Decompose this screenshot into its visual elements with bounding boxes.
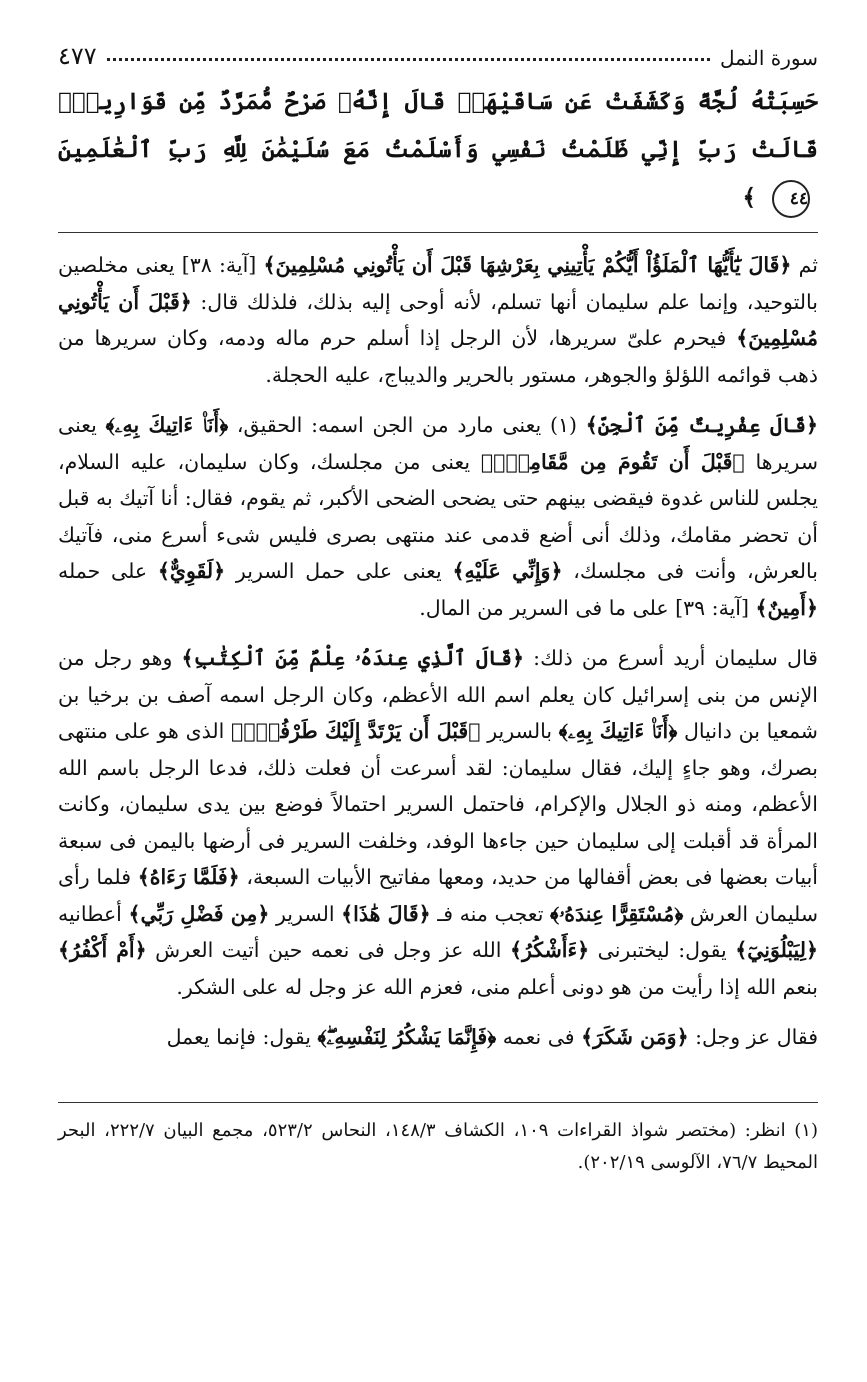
commentary-text: [آية: ٣٨] يعنى مخلصين بالتوحيد، وإنما علم سليمان أنها تسلم، لأنه أوحى إليه بذلك، فلذلك قال: (58, 253, 818, 314)
commentary-text: فيحرم علىّ سريرها، لأن الرجل إذا أسلم حرم ماله ودمه، وكان سريرها من ذهب قوائمه اللؤلؤ والجوهر، مستور بالحرير والديباج، عليه الحجلة. (58, 326, 818, 387)
commentary-text: السرير (269, 901, 342, 926)
quran-verse-block (58, 78, 818, 222)
quran-quote: ﴿أَنَا۠ ءَاتِيكَ بِهِۦ﴾ (558, 719, 678, 743)
quran-quote: ﴿فَلَمَّا رَءَاهُ﴾ (137, 865, 240, 889)
quran-quote: ﴿قَالَ عِفْرِيتٌ مِّنَ ٱلْجِنِّ﴾ (585, 413, 819, 437)
verse-closing-bracket: ﴾ (742, 184, 756, 211)
commentary-body (58, 247, 818, 1056)
quran-quote: ﴿أَمْ أَكْفُرُ﴾ (58, 938, 147, 962)
verse-divider (58, 232, 818, 233)
page (58, 30, 818, 1179)
footnote: (١) انظر: (مختصر شواذ القراءات ١٠٩، الكشاف ١٤٨/٣، النحاس ٥٢٣/٢، مجمع البيان ٢٢٢/٧، البحر المحيط ٧٦/٧، الآلوسى ٢٠٢/١٩). (58, 1119, 818, 1173)
quran-quote: ﴿أَنَا۠ ءَاتِيكَ بِهِۦ﴾ (105, 413, 229, 437)
quran-quote: ﴿فَإِنَّمَا يَشْكُرُ لِنَفْسِهِۦۖ﴾ (317, 1025, 497, 1049)
quran-quote: ﴿وَمَن شَكَرَ﴾ (581, 1025, 689, 1049)
quran-quote: ﴿مِن فَضْلِ رَبِّي﴾ (128, 901, 270, 926)
commentary-text: فقال عز وجل: (688, 1025, 818, 1049)
commentary-text: يعنى من مجلسك، وكان سليمان، عليه السلام، يجلس للناس غدوة فيقضى بينهم حتى يضحى الضحى الأكبر، ثم يقوم، فقال: أنا آتيك به قبل أن تحضر مقامك، وذلك أنى أضع قدمى عند منتهى بصرى فليس شىء أسرع منى، فآتيك بالعرش، وأنت فى مجلسك، (58, 449, 818, 583)
commentary-text: يعنى سريرها (58, 413, 819, 474)
commentary-text: فى نعمه (496, 1025, 582, 1049)
commentary-text: بالسرير (480, 719, 559, 743)
commentary-text: أعطانيه (58, 901, 129, 926)
surah-title: سورة النمل (720, 46, 818, 70)
commentary-paragraph (58, 407, 818, 626)
commentary-text: [آية: ٣٩] على ما فى السرير من المال. (419, 595, 756, 620)
ayah-number-ornament: ٤٤ (772, 180, 810, 218)
quran-quote: ﴿قَبْلَ أَن يَرْتَدَّ إِلَيْكَ طَرْفُكَۚ﴾ (231, 719, 481, 743)
quran-quote: ﴿وَإِنِّي عَلَيْهِ﴾ (452, 559, 563, 583)
quran-quote: ﴿قَالَ ٱلَّذِي عِندَهُۥ عِلْمٌ مِّنَ ٱلْكِتَٰبِ﴾ (181, 646, 524, 670)
quran-quote: ﴿أَمِينٌ﴾ (755, 595, 818, 620)
running-header (58, 30, 818, 70)
commentary-text: تعجب منه فـ (430, 901, 551, 926)
quran-quote: ﴿قَبْلَ أَن يَأْتُونِي مُسْلِمِينَ﴾ (58, 289, 818, 350)
quran-quote: ﴿قَبْلَ أَن تَقُومَ مِن مَّقَامِكَۖ﴾ (480, 449, 745, 474)
quran-quote: ﴿قَالَ هَٰذَا﴾ (341, 901, 431, 926)
commentary-text: (١) يعنى مارد من الجن اسمه: الحقيق، (228, 413, 586, 437)
footnote-divider (58, 1102, 818, 1103)
commentary-text: فلما رأى سليمان العرش (58, 865, 818, 926)
commentary-text: بنعم الله إذا رأيت من هو دونى أعلم منى، فعزم الله عز وجل له على الشكر. (176, 974, 818, 999)
commentary-text: الله عز وجل فى نعمه حين أتيت العرش (146, 938, 510, 962)
quran-quote: ﴿ءَأَشْكُرُ﴾ (509, 938, 590, 962)
commentary-text: الذى هو على منتهى بصرك، وهو جاءٍ إليك، فقال سليمان: لقد أسرعت أن فعلت ذلك، فدعا الرجل باسم الله الأعظم، ومنه ذو الجلال والإكرام، فاحتمل السرير احتمالاً فوضع بين يدى سليمان، وكانت المرأة قد أقبلت إلى سليمان حين جاءها الوفد، وخلفت السرير فى أرضها باليمن فى سبعة أبيات بعضها فى بعض أقفالها من حديد، ومعها مفاتيح الأبيات السبعة، (58, 719, 818, 889)
quran-quote: ﴿لِيَبْلُوَنِيٓ﴾ (735, 938, 818, 962)
commentary-paragraph (58, 1019, 818, 1056)
quran-quote: ﴿مُسْتَقِرًّا عِندَهُۥ﴾ (550, 901, 684, 926)
commentary-paragraph (58, 640, 818, 1005)
commentary-text: قال سليمان أريد أسرع من ذلك: (524, 646, 818, 670)
commentary-text: يقول: فإنما يعمل (166, 1025, 318, 1049)
commentary-text: ثم (791, 253, 818, 277)
quran-quote: ﴿لَقَوِيٌّ﴾ (157, 559, 226, 583)
commentary-text: يعنى على حمل السرير (225, 559, 453, 583)
page-number: ٤٧٧ (58, 42, 97, 70)
commentary-text: على حمله (58, 559, 158, 583)
commentary-paragraph (58, 247, 818, 393)
quran-quote: ﴿قَالَ يَٰٓأَيُّهَا ٱلْمَلَؤُاْ أَيُّكُمْ يَأْتِينِي بِعَرْشِهَا قَبْلَ أَن يَأْتُونِي مُسْلِمِينَ﴾ (263, 253, 792, 277)
verse-text: حَسِبَتْهُ لُجَّةً وَكَشَفَتْ عَن سَاقَيْهَاۚ قَالَ إِنَّهُۥ صَرْحٌ مُّمَرَّدٌ مِّن قَوَارِيرَۗ قَالَتْ رَبِّ إِنِّي ظَلَمْتُ نَفْسِي وَأَسْلَمْتُ مَعَ سُلَيْمَٰنَ لِلَّهِ رَبِّ ٱلْعَٰلَمِينَ (58, 88, 818, 163)
header-dot-leader (107, 58, 710, 61)
commentary-text: يقول: ليختبرنى (589, 938, 736, 962)
commentary-text: وهو رجل من الإنس من بنى إسرائيل كان يعلم اسم الله الأعظم، وكان الرجل اسمه آصف بن برخيا بن شمعيا بن دانيال (58, 646, 818, 743)
